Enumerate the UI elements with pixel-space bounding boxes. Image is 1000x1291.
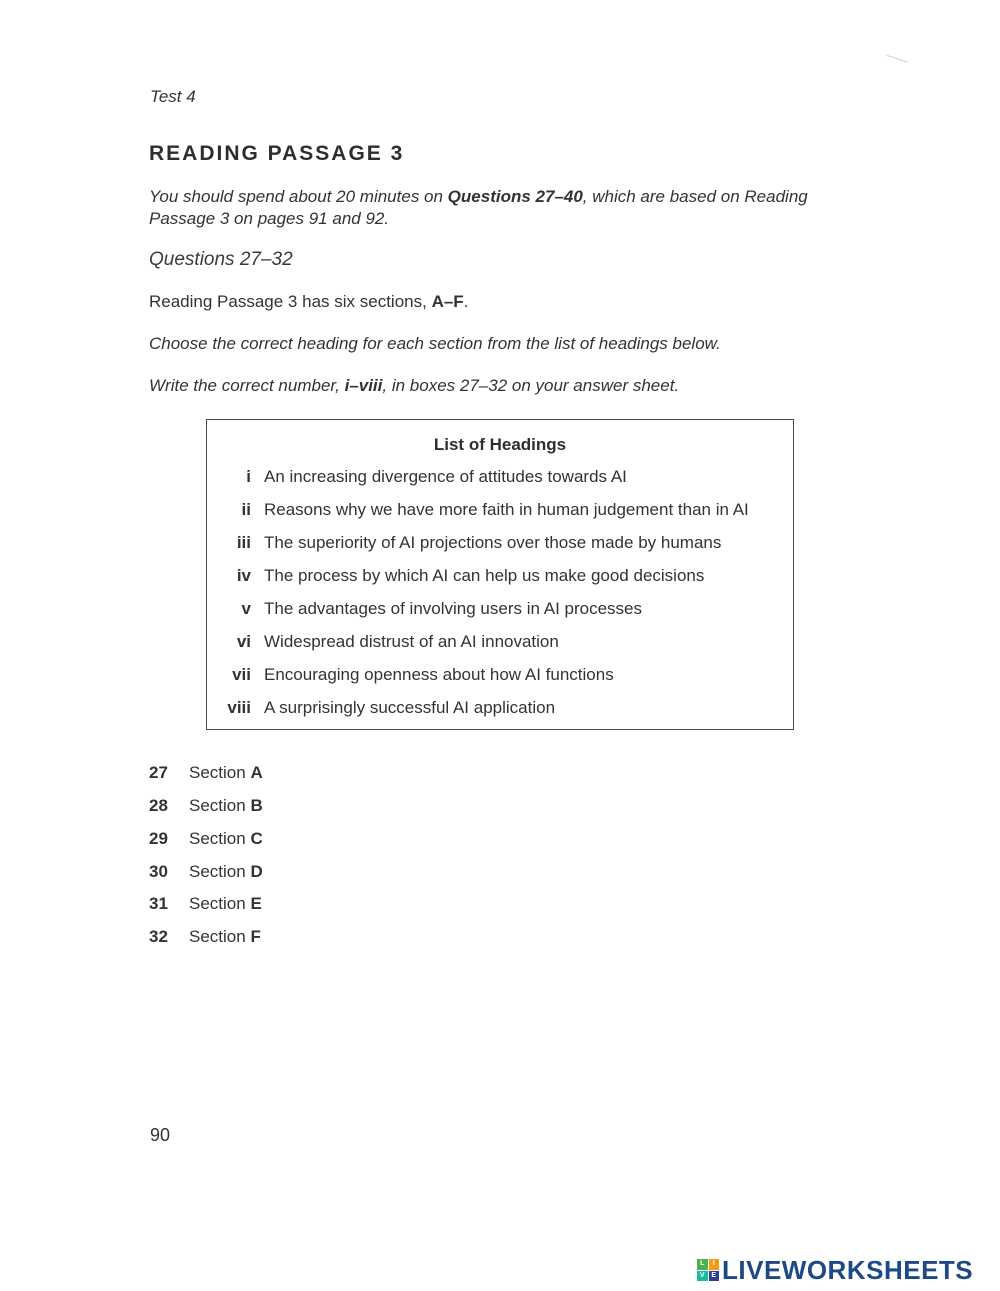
question-number: 32 <box>149 927 168 946</box>
question-number: 27 <box>149 763 168 782</box>
question-number: 31 <box>149 894 168 913</box>
logo-text: LIVEWORKSHEETS <box>722 1254 974 1285</box>
section-word: Section <box>189 829 246 848</box>
test-label: Test 4 <box>150 87 196 106</box>
heading-number: ii <box>241 500 251 519</box>
question-label <box>189 894 262 914</box>
page-number: 90 <box>150 1125 171 1145</box>
heading-number: iv <box>236 566 251 585</box>
heading-text: Encouraging openness about how AI functions <box>264 665 614 684</box>
heading-number: iii <box>236 533 251 552</box>
heading-number: i <box>246 467 251 486</box>
scan-artifact <box>884 55 908 70</box>
time-instruction-questions: Questions 27–40 <box>447 187 583 206</box>
headings-title: List of Headings <box>433 435 567 454</box>
question-number: 30 <box>149 862 168 881</box>
sections-instruction <box>149 292 468 312</box>
logo-mark-letter: V <box>697 1271 708 1282</box>
time-instruction-suffix: , which are based on Reading Passage 3 on pages 91 and 92. <box>149 187 808 228</box>
logo-mark-icon <box>697 1259 719 1281</box>
choose-instruction: Choose the correct heading for each section from the list of headings below. <box>149 334 721 353</box>
heading-text: The process by which AI can help us make good decisions <box>264 566 705 585</box>
sections-suffix: . <box>463 292 469 311</box>
logo-mark-letter: I <box>709 1259 720 1270</box>
section-word: Section <box>189 927 246 946</box>
heading-number: v <box>241 599 251 618</box>
time-instruction <box>149 186 869 230</box>
heading-text: Reasons why we have more faith in human judgement than in AI <box>264 500 749 519</box>
write-suffix: , in boxes 27–32 on your answer sheet. <box>382 376 680 395</box>
section-word: Section <box>189 894 246 913</box>
write-instruction <box>149 376 679 396</box>
question-number: 29 <box>149 829 168 848</box>
section-letter: D <box>250 862 263 881</box>
heading-text: An increasing divergence of attitudes towards AI <box>264 467 627 486</box>
section-word: Section <box>189 862 246 881</box>
logo-mark-letter: L <box>697 1259 708 1270</box>
questions-range: Questions 27–32 <box>149 249 293 270</box>
sections-range: A–F <box>431 292 464 311</box>
time-instruction-prefix: You should spend about 20 minutes on <box>149 187 448 206</box>
heading-text: The advantages of involving users in AI processes <box>264 599 642 618</box>
section-word: Section <box>189 796 246 815</box>
logo-mark-letter: E <box>709 1271 720 1282</box>
heading-number: vii <box>232 665 251 684</box>
passage-title: READING PASSAGE 3 <box>149 142 405 165</box>
section-letter: E <box>250 894 262 913</box>
heading-number: vi <box>236 632 251 651</box>
liveworksheets-logo[interactable] <box>697 1255 973 1285</box>
question-label <box>189 763 263 783</box>
section-letter: A <box>250 763 263 782</box>
section-word: Section <box>189 763 246 782</box>
heading-text: The superiority of AI projections over those made by humans <box>264 533 722 552</box>
question-label <box>189 796 263 816</box>
heading-number: viii <box>227 698 251 717</box>
question-label <box>189 927 261 947</box>
sections-prefix: Reading Passage 3 has six sections, <box>149 292 432 311</box>
question-label <box>189 862 263 882</box>
write-range: i–viii <box>344 376 383 395</box>
section-letter: B <box>250 796 263 815</box>
heading-text: A surprisingly successful AI application <box>264 698 556 717</box>
list-of-headings-box <box>206 419 794 730</box>
section-letter: C <box>250 829 263 848</box>
question-label <box>189 829 263 849</box>
heading-text: Widespread distrust of an AI innovation <box>264 632 559 651</box>
section-letter: F <box>250 927 261 946</box>
write-prefix: Write the correct number, <box>149 376 345 395</box>
question-number: 28 <box>149 796 168 815</box>
